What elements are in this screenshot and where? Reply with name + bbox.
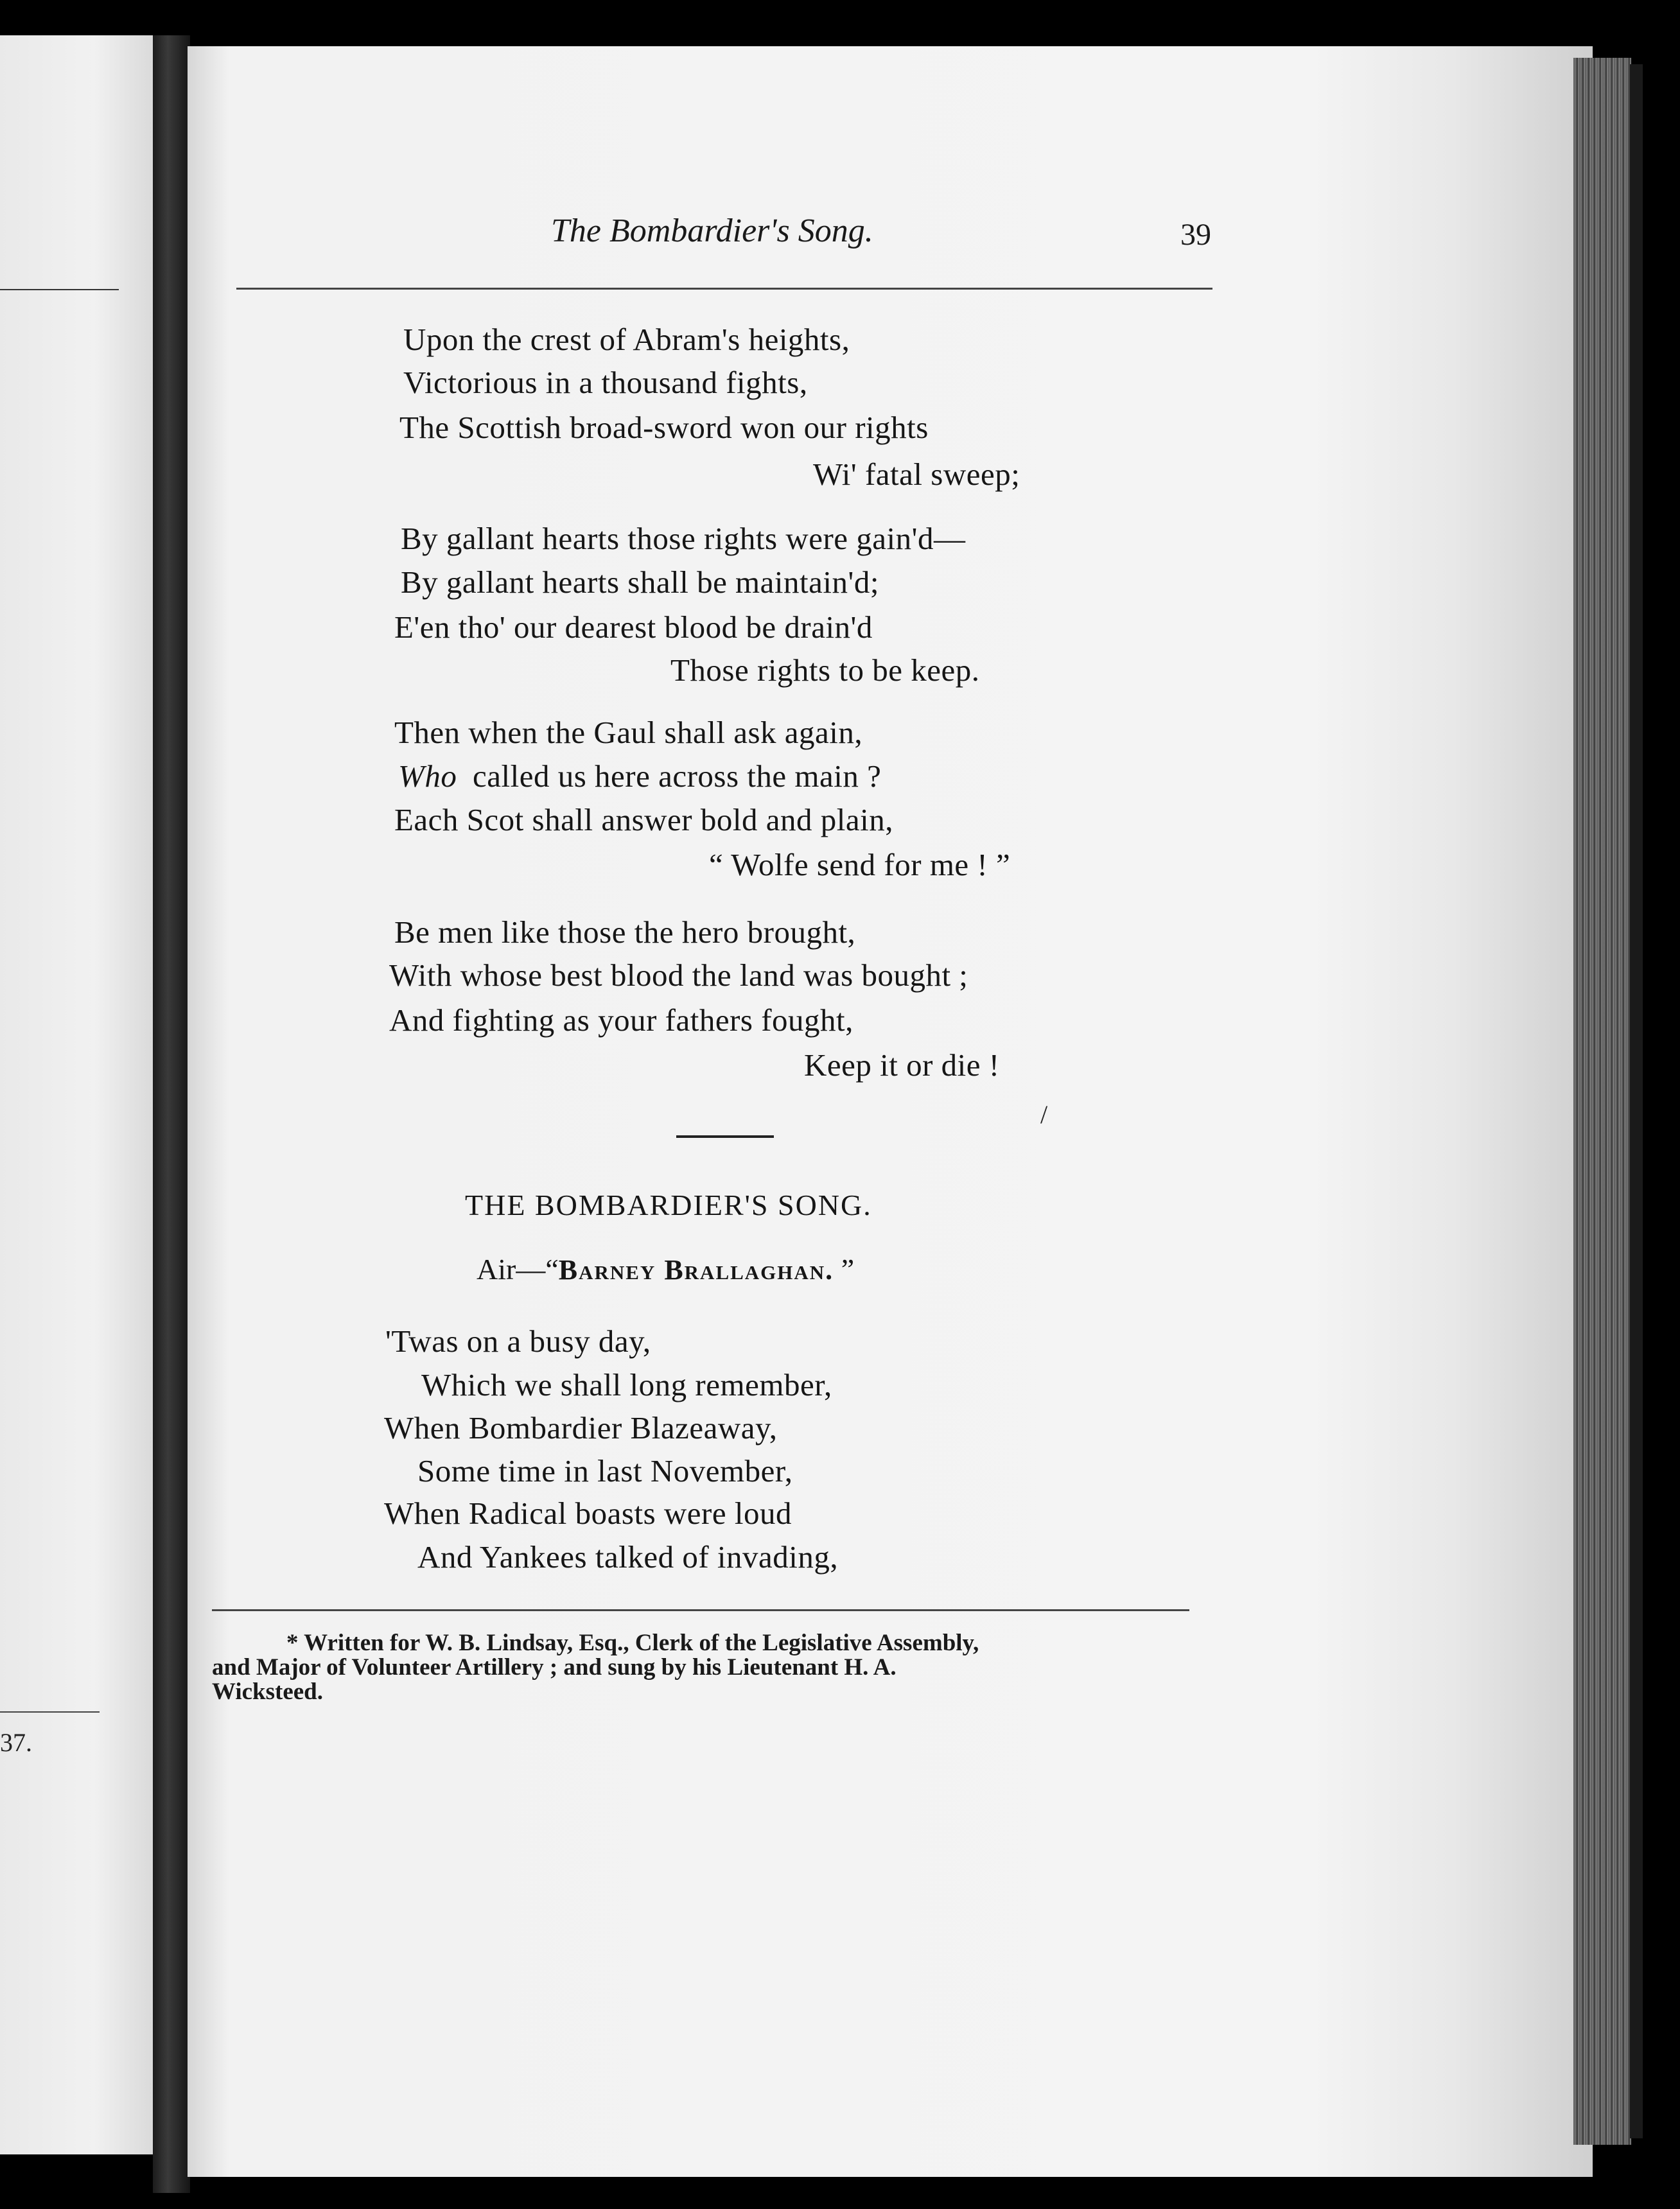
air-tune-name: Barney Brallaghan.	[558, 1254, 834, 1286]
verse-line: By gallant hearts those rights were gain'd—	[401, 521, 966, 556]
verse-line: Each Scot shall answer bold and plain,	[394, 802, 893, 837]
binding-gutter	[153, 35, 190, 2193]
footnote-line: Wicksteed.	[212, 1679, 324, 1705]
song-air-line	[477, 1252, 854, 1286]
song-line: Some time in last November,	[417, 1453, 793, 1489]
running-head-rule	[236, 288, 1212, 290]
previous-page-rule-top	[0, 289, 119, 290]
verse-line: Then when the Gaul shall ask again,	[394, 715, 863, 750]
verse-line: “ Wolfe send for me ! ”	[709, 847, 1011, 882]
air-suffix: ”	[834, 1253, 855, 1286]
page-edges	[1573, 58, 1631, 2145]
book-page	[188, 46, 1593, 2177]
air-prefix: Air—“	[477, 1253, 559, 1286]
section-divider-rule	[676, 1135, 774, 1138]
verse-line: E'en tho' our dearest blood be drain'd	[394, 609, 873, 645]
song-line: When Bombardier Blazeaway,	[384, 1410, 778, 1445]
footnote-rule	[212, 1609, 1189, 1611]
verse-line: Those rights to be keep.	[670, 652, 980, 688]
verse-line-lead-word: Who	[398, 758, 457, 794]
previous-page-rule-bottom	[0, 1711, 100, 1713]
page-edges-shadow	[1630, 64, 1643, 2138]
song-title: THE BOMBARDIER'S SONG.	[465, 1189, 872, 1221]
verse-line: The Scottish broad-sword won our rights	[399, 410, 929, 445]
verse-line: Be men like those the hero brought,	[394, 914, 856, 950]
verse-line: By gallant hearts shall be maintain'd;	[401, 564, 879, 600]
verse-line: And fighting as your fathers fought,	[389, 1002, 853, 1038]
song-line: And Yankees talked of invading,	[417, 1539, 839, 1575]
stray-ink-mark: /	[1040, 1100, 1048, 1129]
verse-line: Wi' fatal sweep;	[813, 457, 1020, 492]
verse-line: called us here across the main ?	[473, 758, 882, 794]
verse-line: With whose best blood the land was bought ;	[389, 957, 968, 993]
verse-line: Victorious in a thousand fights,	[403, 365, 808, 400]
page-number: 39	[1180, 218, 1211, 252]
footnote	[212, 1631, 1201, 1704]
verse-line: Upon the crest of Abram's heights,	[403, 322, 850, 357]
verse-line: Keep it or die !	[804, 1047, 1000, 1083]
song-line: Which we shall long remember,	[421, 1367, 832, 1402]
footnote-line: and Major of Volunteer Artillery ; and sung by his Lieutenant H. A.	[212, 1654, 897, 1681]
previous-page-folio: 37.	[0, 1728, 32, 1757]
song-line: 'Twas on a busy day,	[385, 1323, 651, 1359]
song-line: When Radical boasts were loud	[384, 1496, 792, 1531]
footnote-line: * Written for W. B. Lindsay, Esq., Clerk of the Legislative Assembly,	[286, 1630, 979, 1656]
previous-page-strip	[0, 35, 157, 2154]
running-head-title: The Bombardier's Song.	[551, 213, 873, 249]
